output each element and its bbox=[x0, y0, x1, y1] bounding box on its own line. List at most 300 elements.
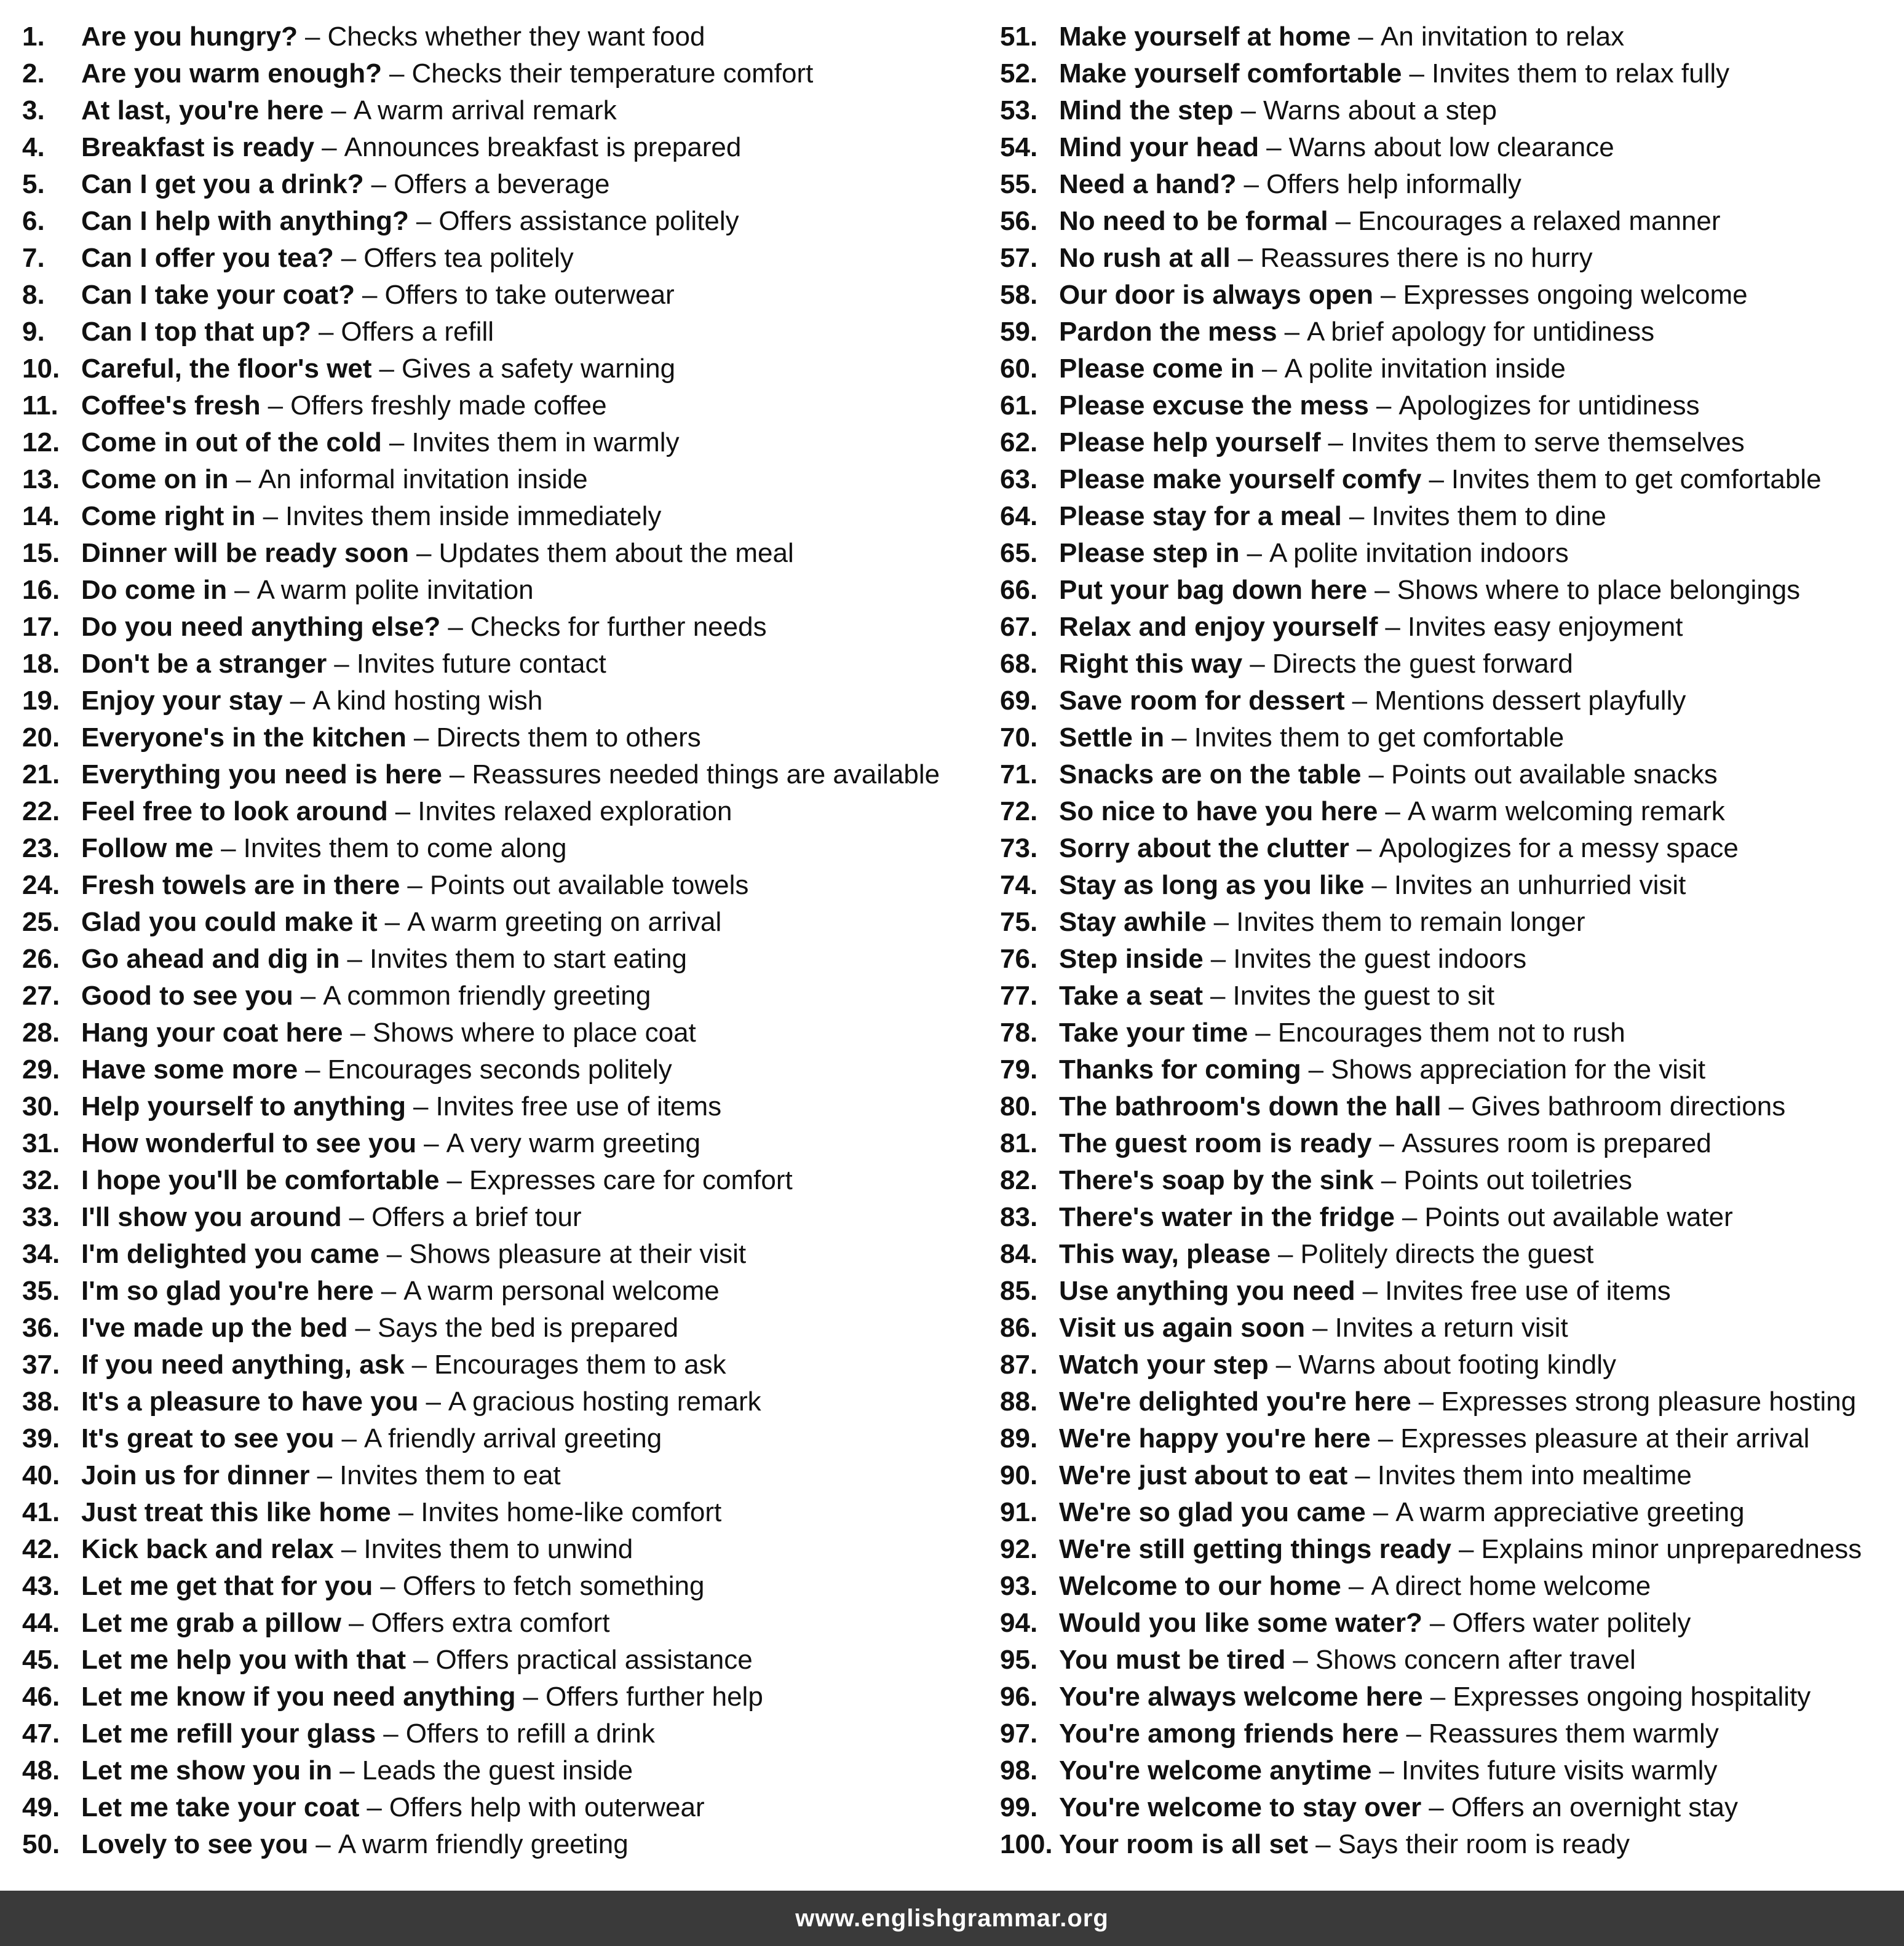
list-item bbox=[1000, 646, 1902, 682]
item-description: Directs them to others bbox=[436, 722, 701, 753]
item-description: Points out toiletries bbox=[1403, 1165, 1632, 1195]
list-item bbox=[22, 1789, 982, 1826]
list-item bbox=[1000, 830, 1902, 867]
item-dash: – bbox=[1379, 1755, 1394, 1786]
item-description: Expresses strong pleasure hosting bbox=[1441, 1386, 1857, 1417]
item-number: 69. bbox=[1000, 686, 1038, 716]
item-description: Points out available water bbox=[1424, 1202, 1733, 1232]
item-dash: – bbox=[413, 1645, 429, 1675]
item-dash: – bbox=[411, 1350, 427, 1380]
item-phrase: Dinner will be ready soon bbox=[81, 538, 410, 568]
item-phrase: How wonderful to see you bbox=[81, 1128, 417, 1158]
item-description: Offers help informally bbox=[1266, 169, 1521, 199]
item-phrase: We're delighted you're here bbox=[1059, 1386, 1411, 1417]
item-dash: – bbox=[1244, 169, 1259, 199]
list-item bbox=[22, 793, 982, 830]
item-phrase: Kick back and relax bbox=[81, 1534, 334, 1564]
item-dash: – bbox=[1381, 280, 1396, 310]
list-item bbox=[22, 609, 982, 646]
item-number: 63. bbox=[1000, 464, 1038, 494]
list-item bbox=[1000, 1715, 1902, 1752]
item-description: A warm friendly greeting bbox=[338, 1829, 629, 1859]
item-dash: – bbox=[1172, 722, 1187, 753]
item-description: Updates them about the meal bbox=[438, 538, 794, 568]
item-phrase: Take your time bbox=[1059, 1018, 1248, 1048]
list-item bbox=[1000, 1752, 1902, 1789]
list-item bbox=[1000, 203, 1902, 240]
item-phrase: There's soap by the sink bbox=[1059, 1165, 1374, 1195]
item-number: 84. bbox=[1000, 1239, 1038, 1269]
list-item bbox=[22, 498, 982, 535]
list-item bbox=[22, 1826, 982, 1863]
item-phrase: You must be tired bbox=[1059, 1645, 1286, 1675]
item-number: 68. bbox=[1000, 649, 1038, 679]
list-item bbox=[1000, 1273, 1902, 1310]
item-description: Invites them to dine bbox=[1371, 501, 1606, 531]
item-dash: – bbox=[1210, 944, 1226, 974]
item-description: Invites them to start eating bbox=[369, 944, 688, 974]
item-number: 58. bbox=[1000, 280, 1038, 310]
list-item bbox=[1000, 1420, 1902, 1457]
item-phrase: Let me know if you need anything bbox=[81, 1682, 516, 1712]
list-item bbox=[22, 1310, 982, 1347]
item-phrase: Have some more bbox=[81, 1054, 298, 1085]
item-number: 93. bbox=[1000, 1571, 1038, 1601]
item-number: 95. bbox=[1000, 1645, 1038, 1675]
list-item bbox=[22, 1568, 982, 1605]
item-phrase: Need a hand? bbox=[1059, 169, 1237, 199]
item-dash: – bbox=[1368, 759, 1384, 789]
item-phrase: Please excuse the mess bbox=[1059, 390, 1369, 421]
item-dash: – bbox=[398, 1497, 414, 1527]
item-number: 13. bbox=[22, 464, 60, 494]
item-description: Warns about a step bbox=[1263, 95, 1497, 125]
list-item bbox=[1000, 1531, 1902, 1568]
list-item bbox=[22, 1605, 982, 1642]
list-item bbox=[22, 830, 982, 867]
item-number: 74. bbox=[1000, 870, 1038, 900]
item-description: Encourages them not to rush bbox=[1277, 1018, 1625, 1048]
item-number: 54. bbox=[1000, 132, 1038, 162]
item-phrase: Take a seat bbox=[1059, 981, 1204, 1011]
item-dash: – bbox=[449, 759, 465, 789]
item-description: Encourages them to ask bbox=[434, 1350, 726, 1380]
item-number: 78. bbox=[1000, 1018, 1038, 1048]
list-item bbox=[1000, 1088, 1902, 1125]
item-number: 76. bbox=[1000, 944, 1038, 974]
item-number: 98. bbox=[1000, 1755, 1038, 1786]
item-dash: – bbox=[1293, 1645, 1308, 1675]
item-dash: – bbox=[523, 1682, 538, 1712]
item-phrase: Welcome to our home bbox=[1059, 1571, 1341, 1601]
item-description: Shows appreciation for the visit bbox=[1331, 1054, 1706, 1085]
footer-website[interactable]: www.englishgrammar.org bbox=[795, 1904, 1109, 1932]
item-number: 18. bbox=[22, 649, 60, 679]
item-dash: – bbox=[386, 1239, 402, 1269]
list-item bbox=[1000, 240, 1902, 277]
item-number: 11. bbox=[22, 390, 58, 421]
item-phrase: You're always welcome here bbox=[1059, 1682, 1423, 1712]
item-phrase: Put your bag down here bbox=[1059, 575, 1368, 605]
item-description: Leads the guest inside bbox=[362, 1755, 633, 1786]
item-phrase: Follow me bbox=[81, 833, 214, 863]
item-phrase: Let me get that for you bbox=[81, 1571, 373, 1601]
item-phrase: No rush at all bbox=[1059, 243, 1231, 273]
item-number: 10. bbox=[22, 354, 60, 384]
list-item bbox=[1000, 1125, 1902, 1162]
item-description: Offers freshly made coffee bbox=[290, 390, 607, 421]
list-item bbox=[22, 203, 982, 240]
item-dash: – bbox=[339, 1755, 355, 1786]
item-number: 66. bbox=[1000, 575, 1038, 605]
item-description: Shows where to place belongings bbox=[1397, 575, 1801, 605]
item-number: 62. bbox=[1000, 427, 1038, 457]
item-phrase: Mind the step bbox=[1059, 95, 1234, 125]
item-phrase: Sorry about the clutter bbox=[1059, 833, 1349, 863]
item-number: 75. bbox=[1000, 907, 1038, 937]
item-number: 22. bbox=[22, 796, 60, 826]
item-description: Invites easy enjoyment bbox=[1407, 612, 1683, 642]
list-item bbox=[22, 240, 982, 277]
item-phrase: This way, please bbox=[1059, 1239, 1271, 1269]
item-phrase: If you need anything, ask bbox=[81, 1350, 405, 1380]
item-description: Invites them to relax fully bbox=[1431, 58, 1730, 89]
item-number: 39. bbox=[22, 1423, 60, 1454]
list-item bbox=[1000, 18, 1902, 55]
item-phrase: Settle in bbox=[1059, 722, 1165, 753]
item-description: Assures room is prepared bbox=[1402, 1128, 1712, 1158]
item-dash: – bbox=[318, 317, 334, 347]
item-description: Invites them to get comfortable bbox=[1194, 722, 1565, 753]
list-item bbox=[22, 92, 982, 129]
item-dash: – bbox=[1371, 870, 1387, 900]
item-phrase: Do you need anything else? bbox=[81, 612, 441, 642]
item-number: 67. bbox=[1000, 612, 1038, 642]
item-description: An informal invitation inside bbox=[258, 464, 588, 494]
item-description: Invites an unhurried visit bbox=[1394, 870, 1686, 900]
item-description: Invites a return visit bbox=[1335, 1313, 1568, 1343]
item-phrase: The bathroom's down the hall bbox=[1059, 1091, 1442, 1121]
item-description: Apologizes for untidiness bbox=[1398, 390, 1700, 421]
item-phrase: Enjoy your stay bbox=[81, 686, 283, 716]
item-dash: – bbox=[1429, 1792, 1444, 1822]
item-dash: – bbox=[305, 1054, 320, 1085]
item-description: Invites future contact bbox=[356, 649, 606, 679]
item-dash: – bbox=[1266, 132, 1282, 162]
item-phrase: Our door is always open bbox=[1059, 280, 1374, 310]
item-dash: – bbox=[1385, 796, 1400, 826]
item-phrase: I'll show you around bbox=[81, 1202, 342, 1232]
list-item bbox=[22, 1236, 982, 1273]
item-number: 7. bbox=[22, 243, 45, 273]
item-dash: – bbox=[347, 944, 362, 974]
item-description: An invitation to relax bbox=[1380, 22, 1625, 52]
item-phrase: Come on in bbox=[81, 464, 229, 494]
list-item bbox=[1000, 55, 1902, 92]
item-phrase: Fresh towels are in there bbox=[81, 870, 400, 900]
item-number: 72. bbox=[1000, 796, 1038, 826]
list-item bbox=[1000, 572, 1902, 609]
item-description: Invites them to serve themselves bbox=[1351, 427, 1745, 457]
item-dash: – bbox=[1250, 649, 1265, 679]
item-number: 59. bbox=[1000, 317, 1038, 347]
item-phrase: At last, you're here bbox=[81, 95, 324, 125]
item-dash: – bbox=[1429, 1608, 1445, 1638]
item-dash: – bbox=[1315, 1829, 1331, 1859]
list-item bbox=[22, 1347, 982, 1383]
list-item bbox=[22, 314, 982, 350]
item-dash: – bbox=[389, 58, 405, 89]
list-item bbox=[1000, 1679, 1902, 1715]
item-dash: – bbox=[1374, 575, 1390, 605]
item-description: A polite invitation indoors bbox=[1269, 538, 1569, 568]
item-phrase: Can I get you a drink? bbox=[81, 169, 364, 199]
item-phrase: Please help yourself bbox=[1059, 427, 1321, 457]
item-description: Offers a refill bbox=[341, 317, 494, 347]
list-item bbox=[22, 1162, 982, 1199]
item-phrase: You're among friends here bbox=[1059, 1719, 1399, 1749]
item-dash: – bbox=[1335, 206, 1351, 236]
item-phrase: Your room is all set bbox=[1059, 1829, 1309, 1859]
item-description: Expresses care for comfort bbox=[469, 1165, 793, 1195]
list-item bbox=[22, 129, 982, 166]
item-number: 47. bbox=[22, 1719, 60, 1749]
item-dash: – bbox=[1312, 1313, 1328, 1343]
item-description: Invites future visits warmly bbox=[1401, 1755, 1718, 1786]
list-item bbox=[1000, 1605, 1902, 1642]
item-dash: – bbox=[1378, 1423, 1394, 1454]
list-item bbox=[1000, 129, 1902, 166]
item-number: 79. bbox=[1000, 1054, 1038, 1085]
item-phrase: Can I take your coat? bbox=[81, 280, 355, 310]
item-dash: – bbox=[389, 427, 405, 457]
item-number: 91. bbox=[1000, 1497, 1038, 1527]
list-item bbox=[1000, 1347, 1902, 1383]
item-number: 92. bbox=[1000, 1534, 1038, 1564]
item-description: Warns about low clearance bbox=[1288, 132, 1614, 162]
item-number: 77. bbox=[1000, 981, 1038, 1011]
item-dash: – bbox=[341, 243, 357, 273]
list-item bbox=[22, 719, 982, 756]
list-item bbox=[22, 1420, 982, 1457]
item-number: 48. bbox=[22, 1755, 60, 1786]
list-item bbox=[1000, 1310, 1902, 1347]
item-description: Encourages a relaxed manner bbox=[1358, 206, 1721, 236]
item-dash: – bbox=[236, 464, 252, 494]
item-number: 97. bbox=[1000, 1719, 1038, 1749]
item-number: 42. bbox=[22, 1534, 60, 1564]
item-phrase: I hope you'll be comfortable bbox=[81, 1165, 440, 1195]
item-description: Offers further help bbox=[545, 1682, 763, 1712]
item-phrase: Coffee's fresh bbox=[81, 390, 261, 421]
list-item bbox=[1000, 682, 1902, 719]
item-number: 71. bbox=[1000, 759, 1038, 789]
item-dash: – bbox=[1376, 390, 1392, 421]
item-phrase: Come in out of the cold bbox=[81, 427, 382, 457]
item-description: Warns about footing kindly bbox=[1298, 1350, 1616, 1380]
item-dash: – bbox=[1381, 1165, 1397, 1195]
item-number: 26. bbox=[22, 944, 60, 974]
item-dash: – bbox=[1430, 1682, 1446, 1712]
item-phrase: There's water in the fridge bbox=[1059, 1202, 1395, 1232]
item-phrase: Careful, the floor's wet bbox=[81, 354, 372, 384]
item-dash: – bbox=[1237, 243, 1253, 273]
item-description: Says the bed is prepared bbox=[377, 1313, 679, 1343]
item-number: 28. bbox=[22, 1018, 60, 1048]
list-item bbox=[22, 1531, 982, 1568]
item-dash: – bbox=[268, 390, 284, 421]
item-phrase: Are you hungry? bbox=[81, 22, 298, 52]
item-dash: – bbox=[1429, 464, 1444, 494]
list-item bbox=[22, 646, 982, 682]
list-item bbox=[1000, 719, 1902, 756]
list-item bbox=[1000, 92, 1902, 129]
list-item bbox=[1000, 609, 1902, 646]
item-number: 96. bbox=[1000, 1682, 1038, 1712]
item-dash: – bbox=[1275, 1350, 1291, 1380]
item-phrase: Everyone's in the kitchen bbox=[81, 722, 407, 753]
item-phrase: Step inside bbox=[1059, 944, 1204, 974]
item-number: 23. bbox=[22, 833, 60, 863]
item-description: Apologizes for a messy space bbox=[1379, 833, 1739, 863]
item-phrase: Let me grab a pillow bbox=[81, 1608, 341, 1638]
item-dash: – bbox=[1261, 354, 1277, 384]
item-dash: – bbox=[1278, 1239, 1293, 1269]
item-dash: – bbox=[334, 649, 349, 679]
item-number: 33. bbox=[22, 1202, 60, 1232]
item-number: 50. bbox=[22, 1829, 60, 1859]
item-dash: – bbox=[413, 1091, 429, 1121]
item-dash: – bbox=[1448, 1091, 1464, 1121]
item-description: Offers to refill a drink bbox=[405, 1719, 655, 1749]
item-description: Offers a beverage bbox=[394, 169, 610, 199]
item-phrase: Glad you could make it bbox=[81, 907, 378, 937]
item-dash: – bbox=[1247, 538, 1262, 568]
item-phrase: Can I help with anything? bbox=[81, 206, 409, 236]
footer-bar bbox=[0, 1891, 1904, 1946]
item-number: 32. bbox=[22, 1165, 60, 1195]
item-number: 25. bbox=[22, 907, 60, 937]
item-dash: – bbox=[322, 132, 337, 162]
item-description: Gives a safety warning bbox=[402, 354, 676, 384]
item-dash: – bbox=[395, 796, 411, 826]
item-description: Gives bathroom directions bbox=[1471, 1091, 1786, 1121]
item-dash: – bbox=[1385, 612, 1400, 642]
item-dash: – bbox=[384, 907, 400, 937]
item-number: 82. bbox=[1000, 1165, 1038, 1195]
item-number: 30. bbox=[22, 1091, 60, 1121]
item-phrase: Go ahead and dig in bbox=[81, 944, 340, 974]
list-item bbox=[1000, 387, 1902, 424]
item-dash: – bbox=[448, 612, 463, 642]
list-item bbox=[22, 1494, 982, 1531]
item-number: 49. bbox=[22, 1792, 60, 1822]
item-description: Invites home-like comfort bbox=[421, 1497, 722, 1527]
item-number: 56. bbox=[1000, 206, 1038, 236]
list-item bbox=[22, 904, 982, 941]
item-dash: – bbox=[367, 1792, 382, 1822]
list-item bbox=[1000, 756, 1902, 793]
item-phrase: Right this way bbox=[1059, 649, 1243, 679]
item-number: 64. bbox=[1000, 501, 1038, 531]
item-dash: – bbox=[1409, 58, 1424, 89]
item-phrase: Join us for dinner bbox=[81, 1460, 310, 1490]
item-dash: – bbox=[1348, 1571, 1364, 1601]
item-phrase: Would you like some water? bbox=[1059, 1608, 1422, 1638]
item-number: 73. bbox=[1000, 833, 1038, 863]
item-description: Invites them to remain longer bbox=[1236, 907, 1585, 937]
item-number: 88. bbox=[1000, 1386, 1038, 1417]
item-dash: – bbox=[1373, 1497, 1389, 1527]
item-dash: – bbox=[446, 1165, 462, 1195]
item-dash: – bbox=[407, 870, 422, 900]
list-item bbox=[22, 1383, 982, 1420]
item-phrase: Relax and enjoy yourself bbox=[1059, 612, 1378, 642]
item-dash: – bbox=[379, 354, 395, 384]
item-description: Directs the guest forward bbox=[1272, 649, 1573, 679]
item-phrase: Stay as long as you like bbox=[1059, 870, 1365, 900]
item-number: 57. bbox=[1000, 243, 1038, 273]
item-description: Invites them to get comfortable bbox=[1451, 464, 1822, 494]
item-phrase: We're so glad you came bbox=[1059, 1497, 1366, 1527]
list-item bbox=[1000, 1789, 1902, 1826]
item-description: Offers tea politely bbox=[363, 243, 574, 273]
list-item bbox=[1000, 978, 1902, 1015]
item-description: Invites them to come along bbox=[243, 833, 567, 863]
item-description: A warm greeting on arrival bbox=[407, 907, 722, 937]
list-item bbox=[1000, 793, 1902, 830]
list-item bbox=[22, 941, 982, 978]
item-dash: – bbox=[1379, 1128, 1395, 1158]
item-phrase: We're happy you're here bbox=[1059, 1423, 1371, 1454]
item-description: A warm polite invitation bbox=[256, 575, 534, 605]
item-description: A common friendly greeting bbox=[323, 981, 651, 1011]
list-item bbox=[22, 867, 982, 904]
item-number: 45. bbox=[22, 1645, 60, 1675]
item-number: 29. bbox=[22, 1054, 60, 1085]
list-item bbox=[1000, 314, 1902, 350]
item-description: A friendly arrival greeting bbox=[363, 1423, 662, 1454]
item-number: 19. bbox=[22, 686, 60, 716]
item-dash: – bbox=[1240, 95, 1256, 125]
item-phrase: Do come in bbox=[81, 575, 228, 605]
item-number: 90. bbox=[1000, 1460, 1038, 1490]
item-description: Shows where to place coat bbox=[372, 1018, 696, 1048]
item-number: 6. bbox=[22, 206, 45, 236]
item-description: Invites them to eat bbox=[339, 1460, 561, 1490]
item-description: Shows pleasure at their visit bbox=[409, 1239, 747, 1269]
item-number: 5. bbox=[22, 169, 45, 199]
item-number: 87. bbox=[1000, 1350, 1038, 1380]
item-dash: – bbox=[383, 1719, 399, 1749]
item-number: 34. bbox=[22, 1239, 60, 1269]
item-phrase: Please stay for a meal bbox=[1059, 501, 1342, 531]
item-number: 80. bbox=[1000, 1091, 1038, 1121]
list-item bbox=[22, 18, 982, 55]
item-description: Reassures them warmly bbox=[1428, 1719, 1719, 1749]
item-number: 51. bbox=[1000, 22, 1038, 52]
item-dash: – bbox=[381, 1276, 397, 1306]
item-dash: – bbox=[416, 538, 432, 568]
item-number: 40. bbox=[22, 1460, 60, 1490]
list-item bbox=[22, 535, 982, 572]
list-item bbox=[1000, 1457, 1902, 1494]
item-dash: – bbox=[341, 1423, 357, 1454]
item-description: Invites them in warmly bbox=[411, 427, 680, 457]
item-description: Invites them into mealtime bbox=[1377, 1460, 1692, 1490]
item-dash: – bbox=[350, 1018, 365, 1048]
item-description: Says their room is ready bbox=[1338, 1829, 1630, 1859]
